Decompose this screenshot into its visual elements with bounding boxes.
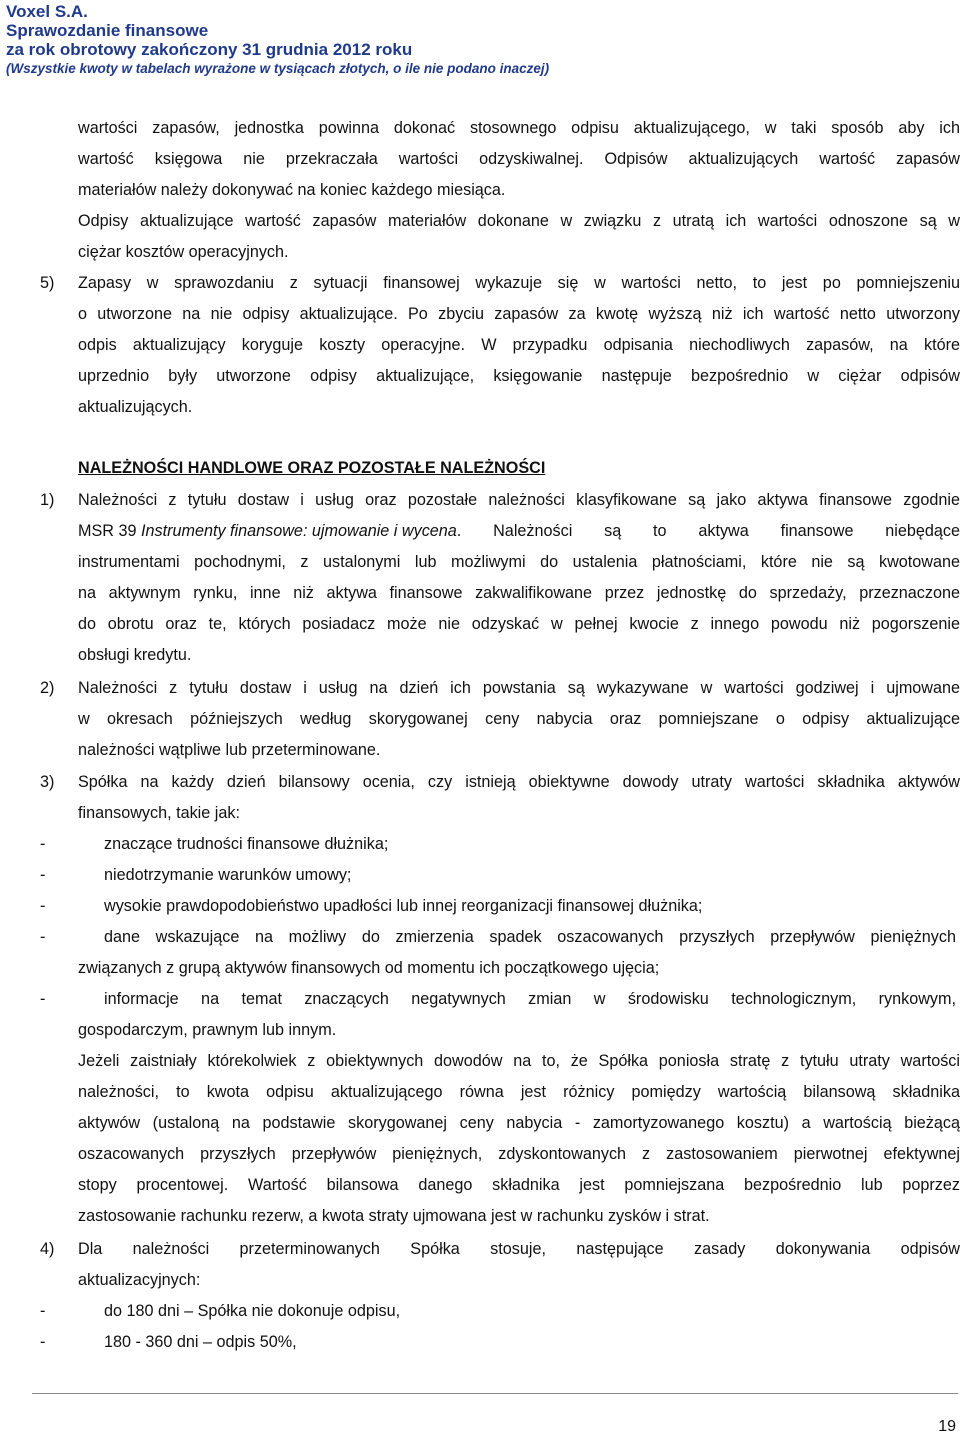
text-line: zastosowanie rachunku rezerw, a kwota straty ujmowana jest w rachunku zysków i strat. (78, 1207, 710, 1225)
text-line: wartość księgowa nie przekraczała wartości odzyskiwalnej. Odpisów aktualizujących wartość zapasów (78, 150, 960, 168)
bullet-dash: - (40, 866, 46, 884)
text-line: instrumentami pochodnymi, z ustalonymi lub możliwymi do ustalenia płatnościami, które nie są kwotowane (78, 553, 960, 571)
list-number: 4) (40, 1240, 55, 1258)
bullet-text: dane wskazujące na możliwy do zmierzenia spadek oszacowanych przyszłych przepływów pieniężnych (104, 928, 956, 946)
bullet-dash: - (40, 835, 46, 853)
report-title: Sprawozdanie finansowe (6, 21, 209, 40)
bullet-dash: - (40, 990, 46, 1008)
text-line: aktywów (ustaloną na podstawie skorygowanej ceny nabycia - zamortyzowanego kosztu) a wartością bieżącą (78, 1114, 960, 1132)
standard-ref: MSR 39 (78, 522, 141, 540)
text-line: należności, to kwota odpisu aktualizującego równa jest różnicy pomiędzy wartością bilansową składnika (78, 1083, 960, 1101)
bullet-text: 180 - 360 dni – odpis 50%, (104, 1333, 297, 1351)
text-line: należności wątpliwe lub przeterminowane. (78, 741, 381, 759)
text-line: materiałów należy dokonywać na koniec każdego miesiąca. (78, 181, 506, 199)
text-line: Dla należności przeterminowanych Spółka stosuje, następujące zasady dokonywania odpisów (78, 1240, 960, 1258)
bullet-dash: - (40, 928, 46, 946)
bullet-text: informacje na temat znaczących negatywnych zmian w środowisku technologicznym, rynkowym, (104, 990, 956, 1008)
text-line: stopy procentowej. Wartość bilansowa danego składnika jest pomniejszana bezpośrednio lub poprzez (78, 1176, 960, 1194)
list-number: 1) (40, 491, 55, 509)
text-line: gospodarczym, prawnym lub innym. (78, 1021, 337, 1039)
text-line: obsługi kredytu. (78, 646, 192, 664)
text-line: aktualizujących. (78, 398, 193, 416)
text-line: Jeżeli zaistniały którekolwiek z obiektywnych dowodów na to, że Spółka poniosła stratę z tytułu utraty wartości (78, 1052, 960, 1070)
bullet-text: do 180 dni – Spółka nie dokonuje odpisu, (104, 1302, 401, 1320)
text-line: Należności z tytułu dostaw i usług oraz pozostałe należności klasyfikowane są jako aktywa finansowe zgodnie (78, 491, 960, 509)
text-line: oszacowanych przyszłych przepływów pieniężnych, zdyskontowanych z zastosowaniem pierwotnej efektywnej (78, 1145, 960, 1163)
text-line-mixed (78, 521, 960, 541)
list-number: 2) (40, 679, 55, 697)
text-line: Zapasy w sprawozdaniu z sytuacji finansowej wykazuje się w wartości netto, to jest po pomniejszeniu (78, 274, 960, 292)
amounts-note: (Wszystkie kwoty w tabelach wyrażone w tysiącach złotych, o ile nie podano inaczej) (6, 61, 550, 76)
bullet-dash: - (40, 1333, 46, 1351)
text-line: ciężar kosztów operacyjnych. (78, 243, 289, 261)
list-number: 3) (40, 773, 55, 791)
text-line: Spółka na każdy dzień bilansowy ocenia, czy istnieją obiektywne dowody utraty wartości składnika aktywów (78, 773, 960, 791)
page-number: 19 (938, 1418, 956, 1435)
report-period: za rok obrotowy zakończony 31 grudnia 2012 roku (6, 40, 413, 59)
text-line: odpis aktualizujący koryguje koszty operacyjne. W przypadku odpisania niechodliwych zapasów, na które (78, 336, 960, 354)
standard-title: Instrumenty finansowe: ujmowanie i wycena (140, 522, 457, 540)
text-line: związanych z grupą aktywów finansowych od momentu ich początkowego ujęcia; (78, 959, 660, 977)
text-line: Odpisy aktualizujące wartość zapasów materiałów dokonane w związku z utratą ich wartości odnoszone są w (78, 212, 960, 230)
text-line: finansowych, takie jak: (78, 804, 240, 822)
footer-divider (32, 1393, 958, 1394)
document-header (6, 2, 549, 77)
bullet-text: wysokie prawdopodobieństwo upadłości lub innej reorganizacji finansowej dłużnika; (104, 897, 703, 915)
text-line: o utworzone na nie odpisy aktualizujące. Po zbyciu zapasów za kwotę wyższą niż ich wartość netto utworzony (78, 305, 960, 323)
text-line: do obrotu oraz te, których posiadacz może nie odzyskać w pełnej kwocie z innego powodu niż pogorszenie (78, 615, 960, 633)
text-line: na aktywnym rynku, inne niż aktywa finansowe zakwalifikowane przez jednostkę do sprzedaży, przeznaczone (78, 584, 960, 602)
section-heading: NALEŻNOŚCI HANDLOWE ORAZ POZOSTAŁE NALEŻNOŚCI (78, 459, 546, 477)
list-number: 5) (40, 274, 55, 292)
text-line: wartości zapasów, jednostka powinna dokonać stosownego odpisu aktualizującego, w taki sposób aby ich (78, 119, 960, 137)
text-line: w okresach późniejszych według skorygowanej ceny nabycia oraz pomniejszane o odpisy aktualizujące (78, 710, 960, 728)
bullet-text: niedotrzymanie warunków umowy; (104, 866, 352, 884)
text-line: aktualizacyjnych: (78, 1271, 201, 1289)
company-name: Voxel S.A. (6, 2, 88, 21)
text-line: uprzednio były utworzone odpisy aktualizujące, księgowanie następuje bezpośrednio w ciężar odpisów (78, 367, 960, 385)
bullet-dash: - (40, 1302, 46, 1320)
text-line: Należności z tytułu dostaw i usług na dzień ich powstania są wykazywane w wartości godziwej i ujmowane (78, 679, 960, 697)
bullet-dash: - (40, 897, 46, 915)
bullet-text: znaczące trudności finansowe dłużnika; (104, 835, 389, 853)
text-fragment: . Należności są to aktywa finansowe niebędące (456, 522, 960, 540)
